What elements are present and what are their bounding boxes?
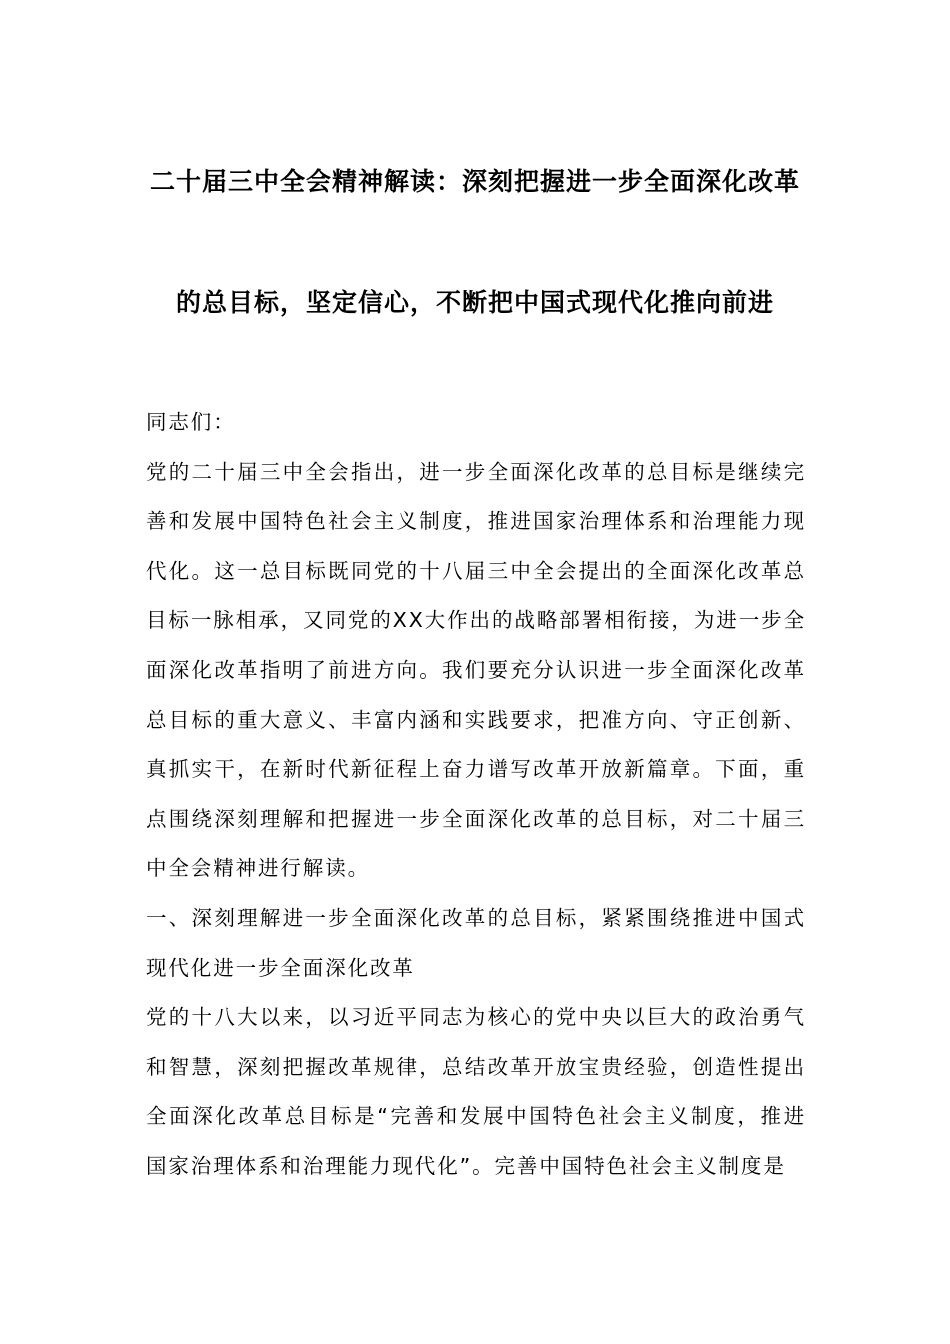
salutation: 同志们：	[146, 410, 236, 434]
paragraph-intro: 党的二十届三中全会指出，进一步全面深化改革的总目标是继续完善和发展中国特色社会主义制度，推进国家治理体系和治理能力现代化。这一总目标既同党的十八届三中全会提出的全面深化改革总目标一脉相承，又同党的XX大作出的战略部署相衔接，为进一步全面深化改革指明了前进方向。我们要充分认识进一步全面深化改革总目标的重大意义、丰富内涵和实践要求，把准方向、守正创新、真抓实干，在新时代新征程上奋力谱写改革开放新篇章。下面，重点围绕深刻理解和把握进一步全面深化改革的总目标，对二十届三中全会精神进行解读。	[146, 459, 806, 881]
paragraph-section-1: 党的十八大以来，以习近平同志为核心的党中央以巨大的政治勇气和智慧，深刻把握改革规律，总结改革开放宝贵经验，创造性提出全面深化改革总目标是“完善和发展中国特色社会主义制度，推进国家治理体系和治理能力现代化”。完善中国特色社会主义制度是	[146, 1005, 806, 1178]
document-title-line-1: 二十届三中全会精神解读：深刻把握进一步全面深化改革	[149, 167, 800, 196]
document-body	[146, 398, 806, 1192]
document-title-line-2: 的总目标，坚定信心，不断把中国式现代化推向前进	[175, 288, 774, 317]
section-heading-1: 一、深刻理解进一步全面深化改革的总目标，紧紧围绕推进中国式现代化进一步全面深化改革	[146, 905, 806, 980]
